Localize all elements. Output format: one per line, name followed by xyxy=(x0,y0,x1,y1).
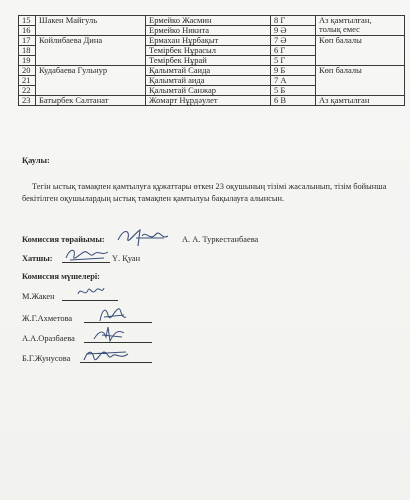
student-name-cell: Шакен Майгуль xyxy=(36,16,146,36)
table-row xyxy=(19,16,405,26)
table-row xyxy=(19,66,405,76)
student-name-cell: Койлибаева Дина xyxy=(36,36,146,66)
row-number-cell: 17 xyxy=(19,36,36,46)
grade-cell: 8 Г xyxy=(271,16,316,26)
decision-text: Тегін ыстық тамақпен қамтылуға құжаттары өткен 23 оқушының тізімі жасалынып, тізім бойынша бекітілген оқушылардың ыстық тамақпен қамтылуы бақылауға алынсын. xyxy=(22,182,387,203)
child-name-cell: Қалымтай Саида xyxy=(146,66,271,76)
category-cell: Аз қамтылған xyxy=(316,96,405,106)
category-line-1: Аз қамтылған, xyxy=(319,15,372,25)
student-name-cell: Батырбек Салтанат xyxy=(36,96,146,106)
row-number-cell: 21 xyxy=(19,76,36,86)
category-cell: Көп балалы xyxy=(316,36,405,66)
child-name-cell: Ермейко Жасмин xyxy=(146,16,271,26)
secretary-name: Ү. Қуан xyxy=(112,254,141,263)
chair-name: А. А. Туркестанбаева xyxy=(182,235,259,244)
table-row xyxy=(19,36,405,46)
grade-cell: 5 Г xyxy=(271,56,316,66)
member-1-line xyxy=(62,300,118,301)
grade-cell: 7 А xyxy=(271,76,316,86)
row-number-cell: 19 xyxy=(19,56,36,66)
row-number-cell: 23 xyxy=(19,96,36,106)
member-4-name: Б.Г.Жунусова xyxy=(22,354,71,363)
grade-cell: 9 Б xyxy=(271,66,316,76)
grade-cell: 9 Ә xyxy=(271,26,316,36)
students-table xyxy=(18,15,405,106)
category-line-2: толық емес xyxy=(319,24,360,34)
chair-label: Комиссия төрайымы: xyxy=(22,235,105,244)
grade-cell: 5 Б xyxy=(271,86,316,96)
row-number-cell: 22 xyxy=(19,86,36,96)
member-2-signature xyxy=(96,305,128,325)
row-number-cell: 18 xyxy=(19,46,36,56)
grade-cell: 6 Г xyxy=(271,46,316,56)
child-name-cell: Жомарт Нұрдәулет xyxy=(146,96,271,106)
members-label: Комиссия мүшелері: xyxy=(22,272,100,281)
child-name-cell: Қалымтай аида xyxy=(146,76,271,86)
member-3-name: А.А.Оразбаева xyxy=(22,334,75,343)
member-1-signature xyxy=(76,284,106,300)
grade-cell: 7 Ә xyxy=(271,36,316,46)
child-name-cell: Қалымтай Санжар xyxy=(146,86,271,96)
member-4-signature xyxy=(82,346,130,366)
grade-cell: 6 В xyxy=(271,96,316,106)
member-3-signature xyxy=(92,325,126,345)
decision-heading: Қаулы: xyxy=(22,156,50,165)
child-name-cell: Темірбек Нұрай xyxy=(146,56,271,66)
child-name-cell: Ермейко Никита xyxy=(146,26,271,36)
category-cell xyxy=(316,16,405,36)
row-number-cell: 15 xyxy=(19,16,36,26)
secretary-label: Хатшы: xyxy=(22,254,53,263)
secretary-signature xyxy=(64,246,110,264)
row-number-cell: 20 xyxy=(19,66,36,76)
member-1-name: М.Жакен xyxy=(22,292,55,301)
category-cell: Көп балалы xyxy=(316,66,405,96)
chair-signature xyxy=(116,226,172,248)
child-name-cell: Ермахан Нұрбақыт xyxy=(146,36,271,46)
member-2-name: Ж.Г.Ахметова xyxy=(22,314,73,323)
table-row xyxy=(19,96,405,106)
row-number-cell: 16 xyxy=(19,26,36,36)
student-name-cell: Кудабаева Гульнур xyxy=(36,66,146,96)
child-name-cell: Темірбек Нұрасыл xyxy=(146,46,271,56)
